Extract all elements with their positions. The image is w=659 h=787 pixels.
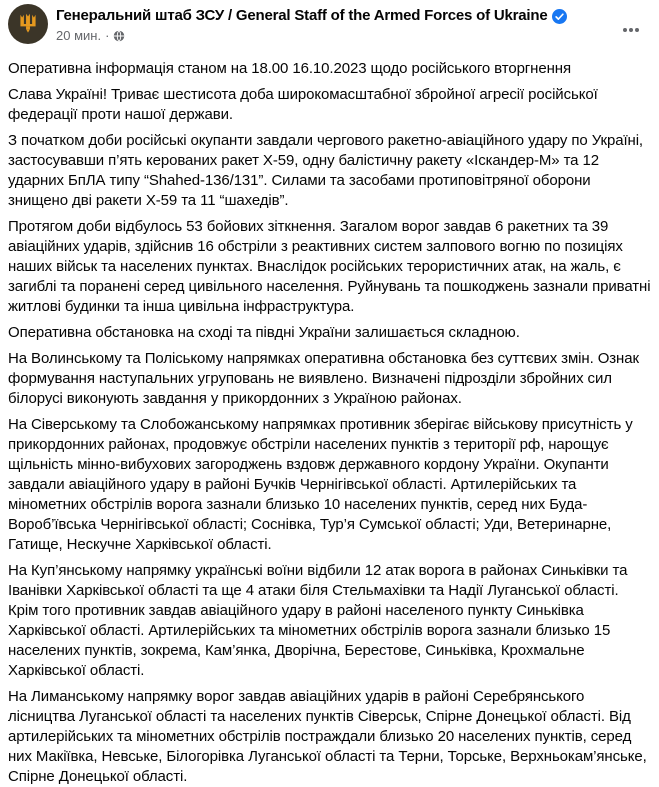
- post-paragraph: Слава Україні! Триває шестисота доба широкомасштабної збройної агресії російської федерації проти нашої держави.: [8, 86, 598, 123]
- header-text: [56, 4, 567, 44]
- post-meta: [56, 28, 567, 44]
- globe-icon: [113, 30, 125, 42]
- title-row: [56, 6, 567, 25]
- meta-separator: ·: [105, 28, 110, 43]
- post-header: [8, 4, 651, 44]
- post-paragraph: На Куп’янському напрямку українські воїни відбили 12 атак ворога в районах Синьківки та Іванівки Харківської області та ще 4 атаки біля Стельмахівки та Надії Луганської області. Крім того противник завдав авіаційного удару в районі населеного пункту Синьківка Харківської області. Артилерійських та мінометних обстрілів ворога зазнали близько 15 населених пунктів, зокрема, Кам’янка, Дворічна, Берестове, Синьківка, Крохмальне Харківської області.: [8, 562, 628, 679]
- ukraine-trident-icon: [15, 11, 41, 37]
- more-options-button[interactable]: [615, 14, 647, 46]
- timestamp[interactable]: 20 мин.: [56, 28, 102, 43]
- post-paragraph: Оперативна обстановка на сході та півдні України залишається складною.: [8, 324, 520, 341]
- avatar[interactable]: [8, 4, 48, 44]
- post-paragraph: На Лиманському напрямку ворог завдав авіаційних ударів в районі Серебрянського лісництва Луганської області та населених пунктів Сіверськ, Спірне Донецької області. Від артилерійських та мінометних обстрілів постраждали близько 20 населених пунктів, серед них Макіївка, Невське, Білогорівка Луганської області та Терни, Торське, Верхньокам’янське, Спірне Донецької області.: [8, 688, 647, 785]
- post-paragraph: На Волинському та Поліському напрямках оперативна обстановка без суттєвих змін. Ознак формування наступальних угруповань не виявлено. Визначені підрозділи збройних сил білорусі виконують завдання у прикордонних з Україною районах.: [8, 350, 639, 407]
- post-paragraph: Протягом доби відбулось 53 бойових зіткнення. Загалом ворог завдав 6 ракетних та 39 авіаційних ударів, здійснив 16 обстріли з реактивних систем залпового вогню по позиціях наших військ та населених пунктах. Внаслідок російських терористичних атак, на жаль, є загиблі та поранені серед цивільного населення. Руйнувань та пошкоджень зазнали приватні житлові будинки та інша цивільна інфраструктура.: [8, 218, 651, 315]
- page-name[interactable]: Генеральний штаб ЗСУ / General Staff of the Armed Forces of Ukraine: [56, 7, 548, 24]
- three-dots-icon: [621, 20, 641, 40]
- post-paragraph: Оперативна інформація станом на 18.00 16.10.2023 щодо російського вторгнення: [8, 60, 571, 77]
- post-paragraph: На Сіверському та Слобожанському напрямках противник зберігає військову присутність у прикордонних районах, продовжує обстріли населених пунктів з території рф, нарощує щільність мінно-вибухових загороджень вздовж державного кордону України. Окупанти завдали авіаційного удару в районі Бучків Чернігівської області. Артилерійських та мінометних обстрілів ворога зазнали близько 10 населених пунктів, серед них Буда-Вороб’ївська Чернігівської області; Соснівка, Тур’я Сумської області; Уди, Ветеринарне, Гатище, Нескучне Харківської області.: [8, 416, 633, 553]
- verified-badge-icon: [552, 9, 567, 24]
- post-body: [8, 59, 651, 787]
- post-paragraph: З початком доби російські окупанти завдали чергового ракетно-авіаційного удару по Україні, застосувавши п’ять керованих ракет Х-59, одну балістичну ракету «Іскандер-М» та 12 ударних БпЛА типу “Shahed-136/131”. Силами та засобами протиповітряної оборони знищено дві ракети Х-59 та 11 “шахедів”.: [8, 132, 643, 209]
